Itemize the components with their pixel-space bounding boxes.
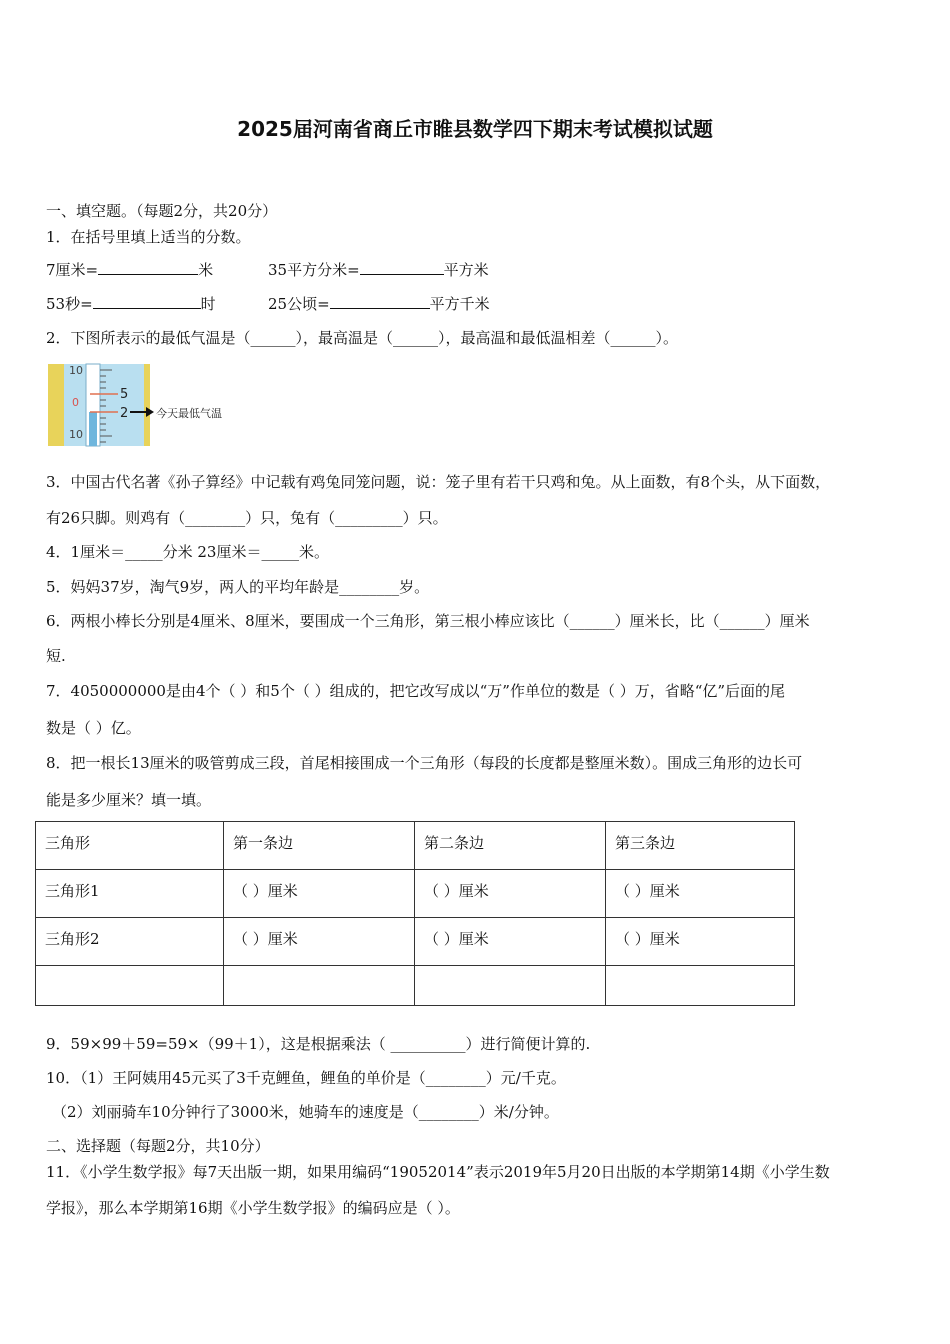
q1-item-1-blank[interactable] xyxy=(98,260,198,275)
question-8-line-2: 能是多少厘米？填一填。 xyxy=(46,791,212,809)
table-cell[interactable]: （ ）厘米 xyxy=(606,918,795,966)
q1-item-1-label: 7厘米= xyxy=(46,261,99,279)
question-8-line-1: 8．把一根长13厘米的吸管剪成三段，首尾相接围成一个三角形（每段的长度都是整厘米数）。围成三角形的边长可 xyxy=(46,754,803,772)
tick-label-top: 10 xyxy=(69,364,83,377)
page-title: 2025届河南省商丘市睢县数学四下期末考试模拟试题 xyxy=(237,117,713,141)
q1-item-2-unit: 平方米 xyxy=(443,261,489,279)
table-header-cell: 第二条边 xyxy=(415,822,606,870)
thermometer-caption: 今天最低气温 xyxy=(156,407,222,420)
question-6-line-1: 6．两根小棒长分别是4厘米、8厘米，要围成一个三角形，第三根小棒应该比（______）厘米长，比（______）厘米 xyxy=(46,612,810,630)
tick-label-bottom: 10 xyxy=(69,428,83,441)
question-5: 5．妈妈37岁，淘气9岁，两人的平均年龄是________岁。 xyxy=(46,578,430,596)
table-row xyxy=(36,918,795,966)
table-header-cell: 第一条边 xyxy=(224,822,415,870)
question-7-line-2: 数是（ ）亿。 xyxy=(46,719,141,737)
question-9: 9．59×99＋59=59×（99＋1），这是根据乘法（ __________）进行简便计算的. xyxy=(46,1035,591,1053)
table-cell: 三角形2 xyxy=(36,918,224,966)
question-10-part-2: （2）刘丽骑车10分钟行了3000米，她骑车的速度是（________）米/分钟。 xyxy=(52,1103,559,1121)
question-3-line-1: 3．中国古代名著《孙子算经》中记载有鸡兔同笼问题，说：笼子里有若干只鸡和兔。从上面数，有8个头，从下面数， xyxy=(46,473,831,491)
table-cell[interactable] xyxy=(415,966,606,1006)
table-cell[interactable]: （ ）厘米 xyxy=(606,870,795,918)
question-11-line-1: 11．《小学生数学报》每7天出版一期，如果用编码“19052014”表示2019年5月20日出版的本学期第14期《小学生数 xyxy=(46,1163,830,1181)
thermometer-right-rail xyxy=(144,364,150,446)
question-4: 4．1厘米＝_____分米 23厘米＝_____米。 xyxy=(46,543,329,561)
q1-item-1-unit: 米 xyxy=(198,261,214,279)
q1-item-2-label: 35平方分米= xyxy=(268,261,360,279)
section-heading-choice: 二、选择题（每题2分，共10分） xyxy=(46,1137,270,1155)
question-3-line-2: 有26只脚。则鸡有（________）只，兔有（_________）只。 xyxy=(46,509,448,527)
q1-item-2-blank[interactable] xyxy=(360,260,444,275)
question-11-line-2: 学报》，那么本学期第16期《小学生数学报》的编码应是（ ）。 xyxy=(46,1199,460,1217)
question-6-line-2: 短. xyxy=(46,647,66,665)
table-row xyxy=(36,966,795,1006)
table-header-row xyxy=(36,822,795,870)
thermometer-left-rail xyxy=(48,364,64,446)
table-header-cell: 第三条边 xyxy=(606,822,795,870)
thermometer-liquid xyxy=(89,412,97,446)
q1-item-4-label: 25公顷= xyxy=(268,295,330,313)
tick-label-zero: 0 xyxy=(72,396,79,409)
table-cell[interactable] xyxy=(36,966,224,1006)
question-2: 2．下图所表示的最低气温是（______），最高温是（______），最高温和最低温相差（______）。 xyxy=(46,329,679,347)
question-1-row-2 xyxy=(46,294,216,314)
triangle-table xyxy=(35,821,795,1006)
table-cell[interactable]: （ ）厘米 xyxy=(224,918,415,966)
thermometer-figure xyxy=(46,362,246,448)
section-heading-fill-blank: 一、填空题。（每题2分，共20分） xyxy=(46,202,278,220)
question-10-part-1: 10．（1）王阿姨用45元买了3千克鲤鱼，鲤鱼的单价是（________）元/千克。 xyxy=(46,1069,566,1087)
table-cell[interactable] xyxy=(606,966,795,1006)
q1-item-3-unit: 时 xyxy=(200,295,216,313)
table-cell[interactable]: （ ）厘米 xyxy=(224,870,415,918)
question-7-line-1: 7．4050000000是由4个（ ）和5个（ ）组成的，把它改写成以“万”作单位的数是（ ）万，省略“亿”后面的尾 xyxy=(46,682,786,700)
mark-label-high: 5 xyxy=(120,387,129,402)
q1-item-4-blank[interactable] xyxy=(330,294,430,309)
mark-label-low: 2 xyxy=(120,406,129,421)
table-cell[interactable]: （ ）厘米 xyxy=(415,918,606,966)
table-row xyxy=(36,870,795,918)
q1-item-3-blank[interactable] xyxy=(93,294,201,309)
q1-item-3-label: 53秒= xyxy=(46,295,93,313)
table-cell: 三角形1 xyxy=(36,870,224,918)
question-1-row-2b xyxy=(268,294,490,314)
table-cell[interactable] xyxy=(224,966,415,1006)
table-cell[interactable]: （ ）厘米 xyxy=(415,870,606,918)
question-1-stem: 1．在括号里填上适当的分数。 xyxy=(46,228,251,246)
question-1-row-1b xyxy=(268,260,489,280)
q1-item-4-unit: 平方千米 xyxy=(429,295,490,313)
question-1-row-1 xyxy=(46,260,213,280)
table-header-cell: 三角形 xyxy=(36,822,224,870)
